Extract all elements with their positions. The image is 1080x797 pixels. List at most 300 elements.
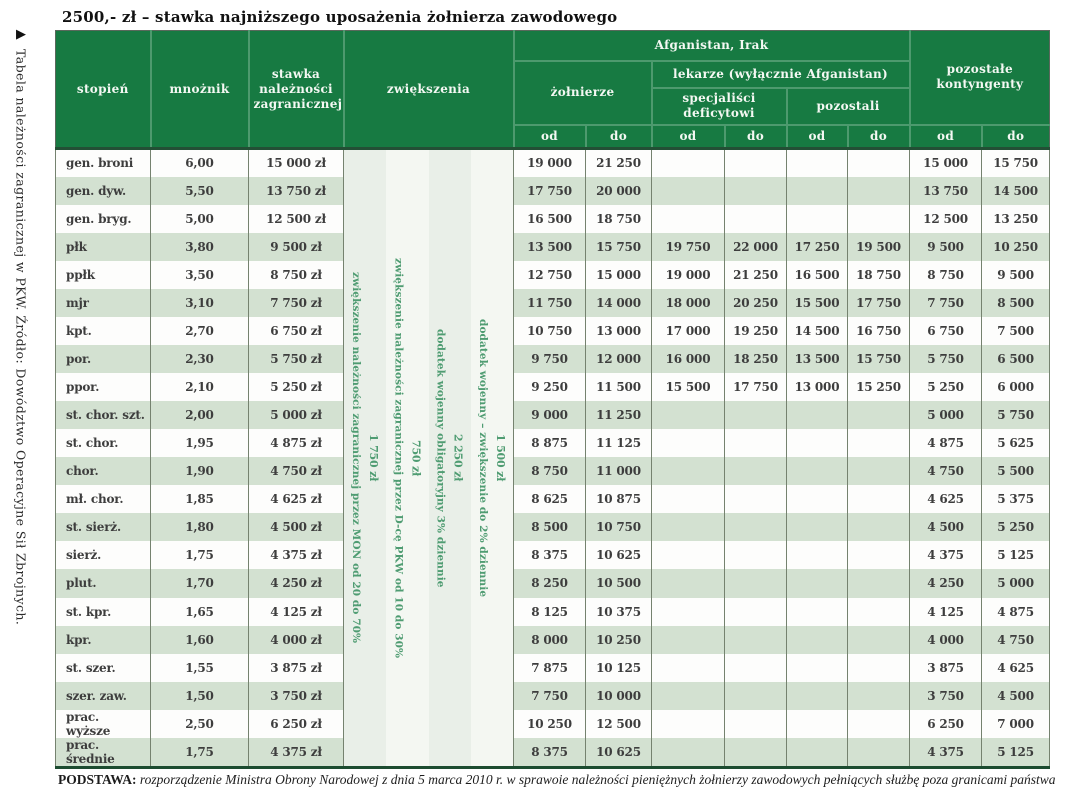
others-od-cell [787,569,848,597]
others-od-cell: 15 500 [787,289,848,317]
contingents-od-cell: 3 875 [910,654,982,682]
contingents-do-cell: 7 000 [982,710,1050,738]
rate-cell: 4 875 zł [249,429,344,457]
specialists-od-cell: 19 000 [652,261,725,289]
multiplier-cell: 3,50 [151,261,249,289]
contingents-od-cell: 6 750 [910,317,982,345]
multiplier-cell: 5,00 [151,205,249,233]
specialists-od-cell [652,513,725,541]
header-contingents-do: do [982,125,1050,149]
specialists-do-cell [725,429,787,457]
table-row [56,569,1050,597]
soldiers-do-cell: 10 125 [586,654,652,682]
header-increases: zwiększenia [344,31,514,149]
specialists-do-cell [725,598,787,626]
increases-stripe [386,150,428,766]
others-do-cell [848,485,910,513]
table-row [56,457,1050,485]
others-od-cell [787,738,848,768]
specialists-do-cell [725,682,787,710]
table-row [56,626,1050,654]
others-od-cell [787,598,848,626]
rate-cell: 4 000 zł [249,626,344,654]
soldiers-do-cell: 11 500 [586,373,652,401]
soldiers-od-cell: 19 000 [514,149,586,177]
rank-cell: sierż. [56,541,151,569]
table-row [56,682,1050,710]
header-rate: stawka należności zagranicznej [249,31,344,149]
soldiers-do-cell: 10 750 [586,513,652,541]
soldiers-od-cell: 7 750 [514,682,586,710]
increase-amount: 1 500 zł [493,434,507,482]
others-do-cell: 17 750 [848,289,910,317]
rate-cell: 5 000 zł [249,401,344,429]
contingents-od-cell: 4 875 [910,429,982,457]
soldiers-od-cell: 8 875 [514,429,586,457]
contingents-od-cell: 12 500 [910,205,982,233]
soldiers-od-cell: 10 250 [514,710,586,738]
specialists-od-cell [652,710,725,738]
increases-cell [344,149,514,768]
contingents-od-cell: 9 500 [910,233,982,261]
rate-cell: 7 750 zł [249,289,344,317]
others-od-cell [787,541,848,569]
soldiers-do-cell: 10 875 [586,485,652,513]
contingents-od-cell: 5 750 [910,345,982,373]
header-specialists: specjaliści deficytowi [652,88,787,125]
rank-cell: prac. wyższe [56,710,151,738]
specialists-od-cell [652,149,725,177]
others-od-cell [787,654,848,682]
others-do-cell [848,626,910,654]
multiplier-cell: 2,70 [151,317,249,345]
specialists-do-cell [725,177,787,205]
others-do-cell [848,149,910,177]
header-multiplier: mnożnik [151,31,249,149]
side-caption [8,28,34,625]
specialists-od-cell [652,654,725,682]
contingents-do-cell: 13 250 [982,205,1050,233]
contingents-do-cell: 5 125 [982,541,1050,569]
others-do-cell [848,457,910,485]
multiplier-cell: 1,90 [151,457,249,485]
specialists-od-cell: 16 000 [652,345,725,373]
table-header [56,31,1050,149]
contingents-od-cell: 5 000 [910,401,982,429]
others-do-cell [848,682,910,710]
contingents-do-cell: 4 875 [982,598,1050,626]
contingents-do-cell: 4 500 [982,682,1050,710]
increase-description: dodatek wojenny – zwiększenie do 2% dziennie [476,318,489,598]
soldiers-od-cell: 9 750 [514,345,586,373]
others-od-cell: 14 500 [787,317,848,345]
rate-cell: 4 500 zł [249,513,344,541]
header-specialists-od: od [652,125,725,149]
others-do-cell: 15 250 [848,373,910,401]
header-doctors: lekarze (wyłącznie Afganistan) [652,61,910,88]
specialists-do-cell [725,569,787,597]
soldiers-od-cell: 11 750 [514,289,586,317]
contingents-do-cell: 4 625 [982,654,1050,682]
table-row [56,429,1050,457]
footer-label: PODSTAWA: [58,772,137,787]
soldiers-do-cell: 12 500 [586,710,652,738]
header-others-do: do [848,125,910,149]
specialists-od-cell [652,626,725,654]
rank-cell: szer. zaw. [56,682,151,710]
table-row [56,317,1050,345]
table-row [56,401,1050,429]
multiplier-cell: 2,10 [151,373,249,401]
soldiers-od-cell: 7 875 [514,654,586,682]
rate-cell: 4 375 zł [249,541,344,569]
footer-note [58,772,1058,788]
others-od-cell [787,457,848,485]
table-body [56,149,1050,768]
others-od-cell [787,710,848,738]
others-od-cell [787,205,848,233]
rank-cell: prac. średnie [56,738,151,768]
rate-cell: 6 250 zł [249,710,344,738]
specialists-od-cell [652,569,725,597]
specialists-do-cell [725,401,787,429]
contingents-do-cell: 6 500 [982,345,1050,373]
multiplier-cell: 1,75 [151,738,249,768]
contingents-od-cell: 8 750 [910,261,982,289]
others-do-cell [848,513,910,541]
contingents-do-cell: 5 625 [982,429,1050,457]
rank-cell: chor. [56,457,151,485]
others-do-cell [848,541,910,569]
specialists-do-cell: 21 250 [725,261,787,289]
header-contingents-od: od [910,125,982,149]
soldiers-do-cell: 13 000 [586,317,652,345]
contingents-od-cell: 13 750 [910,177,982,205]
others-od-cell [787,485,848,513]
table-row [56,738,1050,768]
multiplier-cell: 1,60 [151,626,249,654]
specialists-do-cell [725,457,787,485]
soldiers-do-cell: 10 500 [586,569,652,597]
others-od-cell [787,401,848,429]
specialists-od-cell [652,177,725,205]
rate-cell: 6 750 zł [249,317,344,345]
rank-cell: gen. bryg. [56,205,151,233]
table-row [56,149,1050,177]
multiplier-cell: 1,50 [151,682,249,710]
table-row [56,289,1050,317]
specialists-od-cell [652,401,725,429]
soldiers-od-cell: 8 125 [514,598,586,626]
increases-stripes [344,150,513,766]
rate-cell: 4 750 zł [249,457,344,485]
contingents-do-cell: 5 000 [982,569,1050,597]
soldiers-do-cell: 10 625 [586,738,652,768]
others-do-cell: 18 750 [848,261,910,289]
header-soldiers: żołnierze [514,61,652,125]
soldiers-od-cell: 8 500 [514,513,586,541]
table-row [56,598,1050,626]
specialists-do-cell [725,626,787,654]
specialists-do-cell: 20 250 [725,289,787,317]
increase-amount: 1 750 zł [367,434,381,482]
rank-cell: st. chor. [56,429,151,457]
multiplier-cell: 1,75 [151,541,249,569]
contingents-do-cell: 15 750 [982,149,1050,177]
rate-cell: 4 250 zł [249,569,344,597]
rank-cell: mł. chor. [56,485,151,513]
others-do-cell: 16 750 [848,317,910,345]
increases-stripe [344,150,386,766]
specialists-od-cell: 15 500 [652,373,725,401]
soldiers-do-cell: 18 750 [586,205,652,233]
soldiers-do-cell: 20 000 [586,177,652,205]
contingents-od-cell: 4 375 [910,541,982,569]
table-row [56,233,1050,261]
rate-cell: 4 375 zł [249,738,344,768]
soldiers-od-cell: 10 750 [514,317,586,345]
rank-cell: mjr [56,289,151,317]
specialists-od-cell [652,205,725,233]
rank-cell: st. kpr. [56,598,151,626]
contingents-do-cell: 5 750 [982,401,1050,429]
others-do-cell [848,654,910,682]
soldiers-do-cell: 12 000 [586,345,652,373]
header-others: pozostali [787,88,910,125]
soldiers-do-cell: 11 125 [586,429,652,457]
specialists-od-cell [652,429,725,457]
soldiers-od-cell: 8 625 [514,485,586,513]
table-row [56,513,1050,541]
contingents-od-cell: 4 125 [910,598,982,626]
others-od-cell [787,429,848,457]
soldiers-do-cell: 10 000 [586,682,652,710]
table-row [56,485,1050,513]
contingents-do-cell: 8 500 [982,289,1050,317]
specialists-od-cell [652,457,725,485]
specialists-do-cell: 19 250 [725,317,787,345]
multiplier-cell: 1,95 [151,429,249,457]
specialists-od-cell [652,541,725,569]
soldiers-od-cell: 17 750 [514,177,586,205]
specialists-od-cell: 18 000 [652,289,725,317]
header-afganistan-irak: Afganistan, Irak [514,31,910,61]
others-od-cell: 16 500 [787,261,848,289]
pay-table-wrap [55,30,1050,769]
soldiers-od-cell: 9 000 [514,401,586,429]
contingents-od-cell: 7 750 [910,289,982,317]
soldiers-do-cell: 15 000 [586,261,652,289]
contingents-od-cell: 4 750 [910,457,982,485]
header-rank: stopień [56,31,151,149]
others-od-cell [787,177,848,205]
rate-cell: 3 750 zł [249,682,344,710]
contingents-do-cell: 9 500 [982,261,1050,289]
soldiers-od-cell: 8 375 [514,541,586,569]
multiplier-cell: 3,10 [151,289,249,317]
others-do-cell [848,569,910,597]
rate-cell: 9 500 zł [249,233,344,261]
contingents-od-cell: 3 750 [910,682,982,710]
multiplier-cell: 1,85 [151,485,249,513]
soldiers-do-cell: 14 000 [586,289,652,317]
specialists-do-cell: 18 250 [725,345,787,373]
table-row [56,345,1050,373]
specialists-do-cell [725,205,787,233]
rate-cell: 5 750 zł [249,345,344,373]
others-do-cell [848,177,910,205]
header-soldiers-do: do [586,125,652,149]
others-do-cell [848,205,910,233]
rate-cell: 5 250 zł [249,373,344,401]
specialists-do-cell [725,513,787,541]
others-od-cell [787,149,848,177]
soldiers-od-cell: 8 750 [514,457,586,485]
multiplier-cell: 2,50 [151,710,249,738]
contingents-do-cell: 10 250 [982,233,1050,261]
multiplier-cell: 2,30 [151,345,249,373]
rate-cell: 15 000 zł [249,149,344,177]
rank-cell: por. [56,345,151,373]
specialists-do-cell [725,710,787,738]
rate-cell: 4 125 zł [249,598,344,626]
soldiers-od-cell: 8 375 [514,738,586,768]
contingents-od-cell: 4 375 [910,738,982,768]
soldiers-od-cell: 8 000 [514,626,586,654]
multiplier-cell: 1,55 [151,654,249,682]
others-do-cell [848,598,910,626]
others-od-cell [787,626,848,654]
contingents-do-cell: 14 500 [982,177,1050,205]
soldiers-od-cell: 13 500 [514,233,586,261]
multiplier-cell: 3,80 [151,233,249,261]
others-od-cell: 13 000 [787,373,848,401]
increase-description: zwiększenie należności zagranicznej przez MON od 20 do 70% [350,272,363,644]
others-od-cell [787,682,848,710]
rank-cell: kpr. [56,626,151,654]
specialists-do-cell [725,738,787,768]
increases-stripe [429,150,471,766]
others-od-cell: 17 250 [787,233,848,261]
increase-amount: 2 250 zł [451,434,465,482]
others-do-cell: 19 500 [848,233,910,261]
soldiers-od-cell: 9 250 [514,373,586,401]
multiplier-cell: 1,65 [151,598,249,626]
page-title: 2500,- zł – stawka najniższego uposażenia żołnierza zawodowego [62,8,618,26]
table-row [56,261,1050,289]
specialists-do-cell [725,541,787,569]
soldiers-od-cell: 8 250 [514,569,586,597]
others-do-cell: 15 750 [848,345,910,373]
rank-cell: gen. dyw. [56,177,151,205]
rank-cell: gen. broni [56,149,151,177]
soldiers-do-cell: 15 750 [586,233,652,261]
rank-cell: płk [56,233,151,261]
contingents-do-cell: 5 375 [982,485,1050,513]
rank-cell: ppłk [56,261,151,289]
specialists-od-cell [652,485,725,513]
rank-cell: st. chor. szt. [56,401,151,429]
multiplier-cell: 1,70 [151,569,249,597]
footer-text: rozporządzenie Ministra Obrony Narodowej z dnia 5 marca 2010 r. w sprawoie należności pieniężnych żołnierzy zawodowych pełniących służbę poza granicami państwa [139,772,1056,787]
specialists-od-cell [652,738,725,768]
specialists-od-cell: 17 000 [652,317,725,345]
specialists-do-cell: 22 000 [725,233,787,261]
others-do-cell [848,738,910,768]
increase-description: zwiększenie należności zagranicznej przez D-cę PKW od 10 do 30% [392,257,405,659]
contingents-od-cell: 4 500 [910,513,982,541]
increase-amount: 750 zł [409,439,423,477]
pay-table [55,30,1050,769]
contingents-od-cell: 4 625 [910,485,982,513]
increases-stripe [471,150,513,766]
rate-cell: 3 875 zł [249,654,344,682]
table-row [56,205,1050,233]
specialists-do-cell [725,654,787,682]
soldiers-do-cell: 21 250 [586,149,652,177]
multiplier-cell: 1,80 [151,513,249,541]
rank-cell: st. sierż. [56,513,151,541]
contingents-do-cell: 5 250 [982,513,1050,541]
contingents-do-cell: 7 500 [982,317,1050,345]
specialists-od-cell: 19 750 [652,233,725,261]
contingents-od-cell: 4 250 [910,569,982,597]
rank-cell: kpt. [56,317,151,345]
table-row [56,710,1050,738]
contingents-od-cell: 15 000 [910,149,982,177]
header-other-contingents: pozostałe kontyngenty [910,31,1050,125]
soldiers-do-cell: 10 625 [586,541,652,569]
contingents-do-cell: 5 125 [982,738,1050,768]
specialists-od-cell [652,682,725,710]
others-od-cell: 13 500 [787,345,848,373]
arrow-right-icon: ▶ [16,27,26,42]
soldiers-do-cell: 10 375 [586,598,652,626]
contingents-od-cell: 4 000 [910,626,982,654]
side-caption-text: Tabela należności zagranicznej w PKW. Źródło: Dowództwo Operacyjne Sił Zbrojnych. [13,49,29,626]
specialists-od-cell [652,598,725,626]
rate-cell: 8 750 zł [249,261,344,289]
multiplier-cell: 2,00 [151,401,249,429]
table-row [56,541,1050,569]
specialists-do-cell: 17 750 [725,373,787,401]
soldiers-do-cell: 11 000 [586,457,652,485]
others-do-cell [848,429,910,457]
contingents-do-cell: 6 000 [982,373,1050,401]
contingents-do-cell: 4 750 [982,626,1050,654]
header-others-od: od [787,125,848,149]
specialists-do-cell [725,485,787,513]
soldiers-do-cell: 11 250 [586,401,652,429]
rank-cell: ppor. [56,373,151,401]
multiplier-cell: 5,50 [151,177,249,205]
rate-cell: 4 625 zł [249,485,344,513]
contingents-od-cell: 6 250 [910,710,982,738]
soldiers-od-cell: 12 750 [514,261,586,289]
others-do-cell [848,710,910,738]
table-row [56,177,1050,205]
contingents-od-cell: 5 250 [910,373,982,401]
increase-description: dodatek wojenny obligatoryjny 3% dziennie [434,328,447,588]
others-od-cell [787,513,848,541]
rate-cell: 12 500 zł [249,205,344,233]
soldiers-do-cell: 10 250 [586,626,652,654]
rank-cell: plut. [56,569,151,597]
rank-cell: st. szer. [56,654,151,682]
rate-cell: 13 750 zł [249,177,344,205]
specialists-do-cell [725,149,787,177]
table-row [56,654,1050,682]
